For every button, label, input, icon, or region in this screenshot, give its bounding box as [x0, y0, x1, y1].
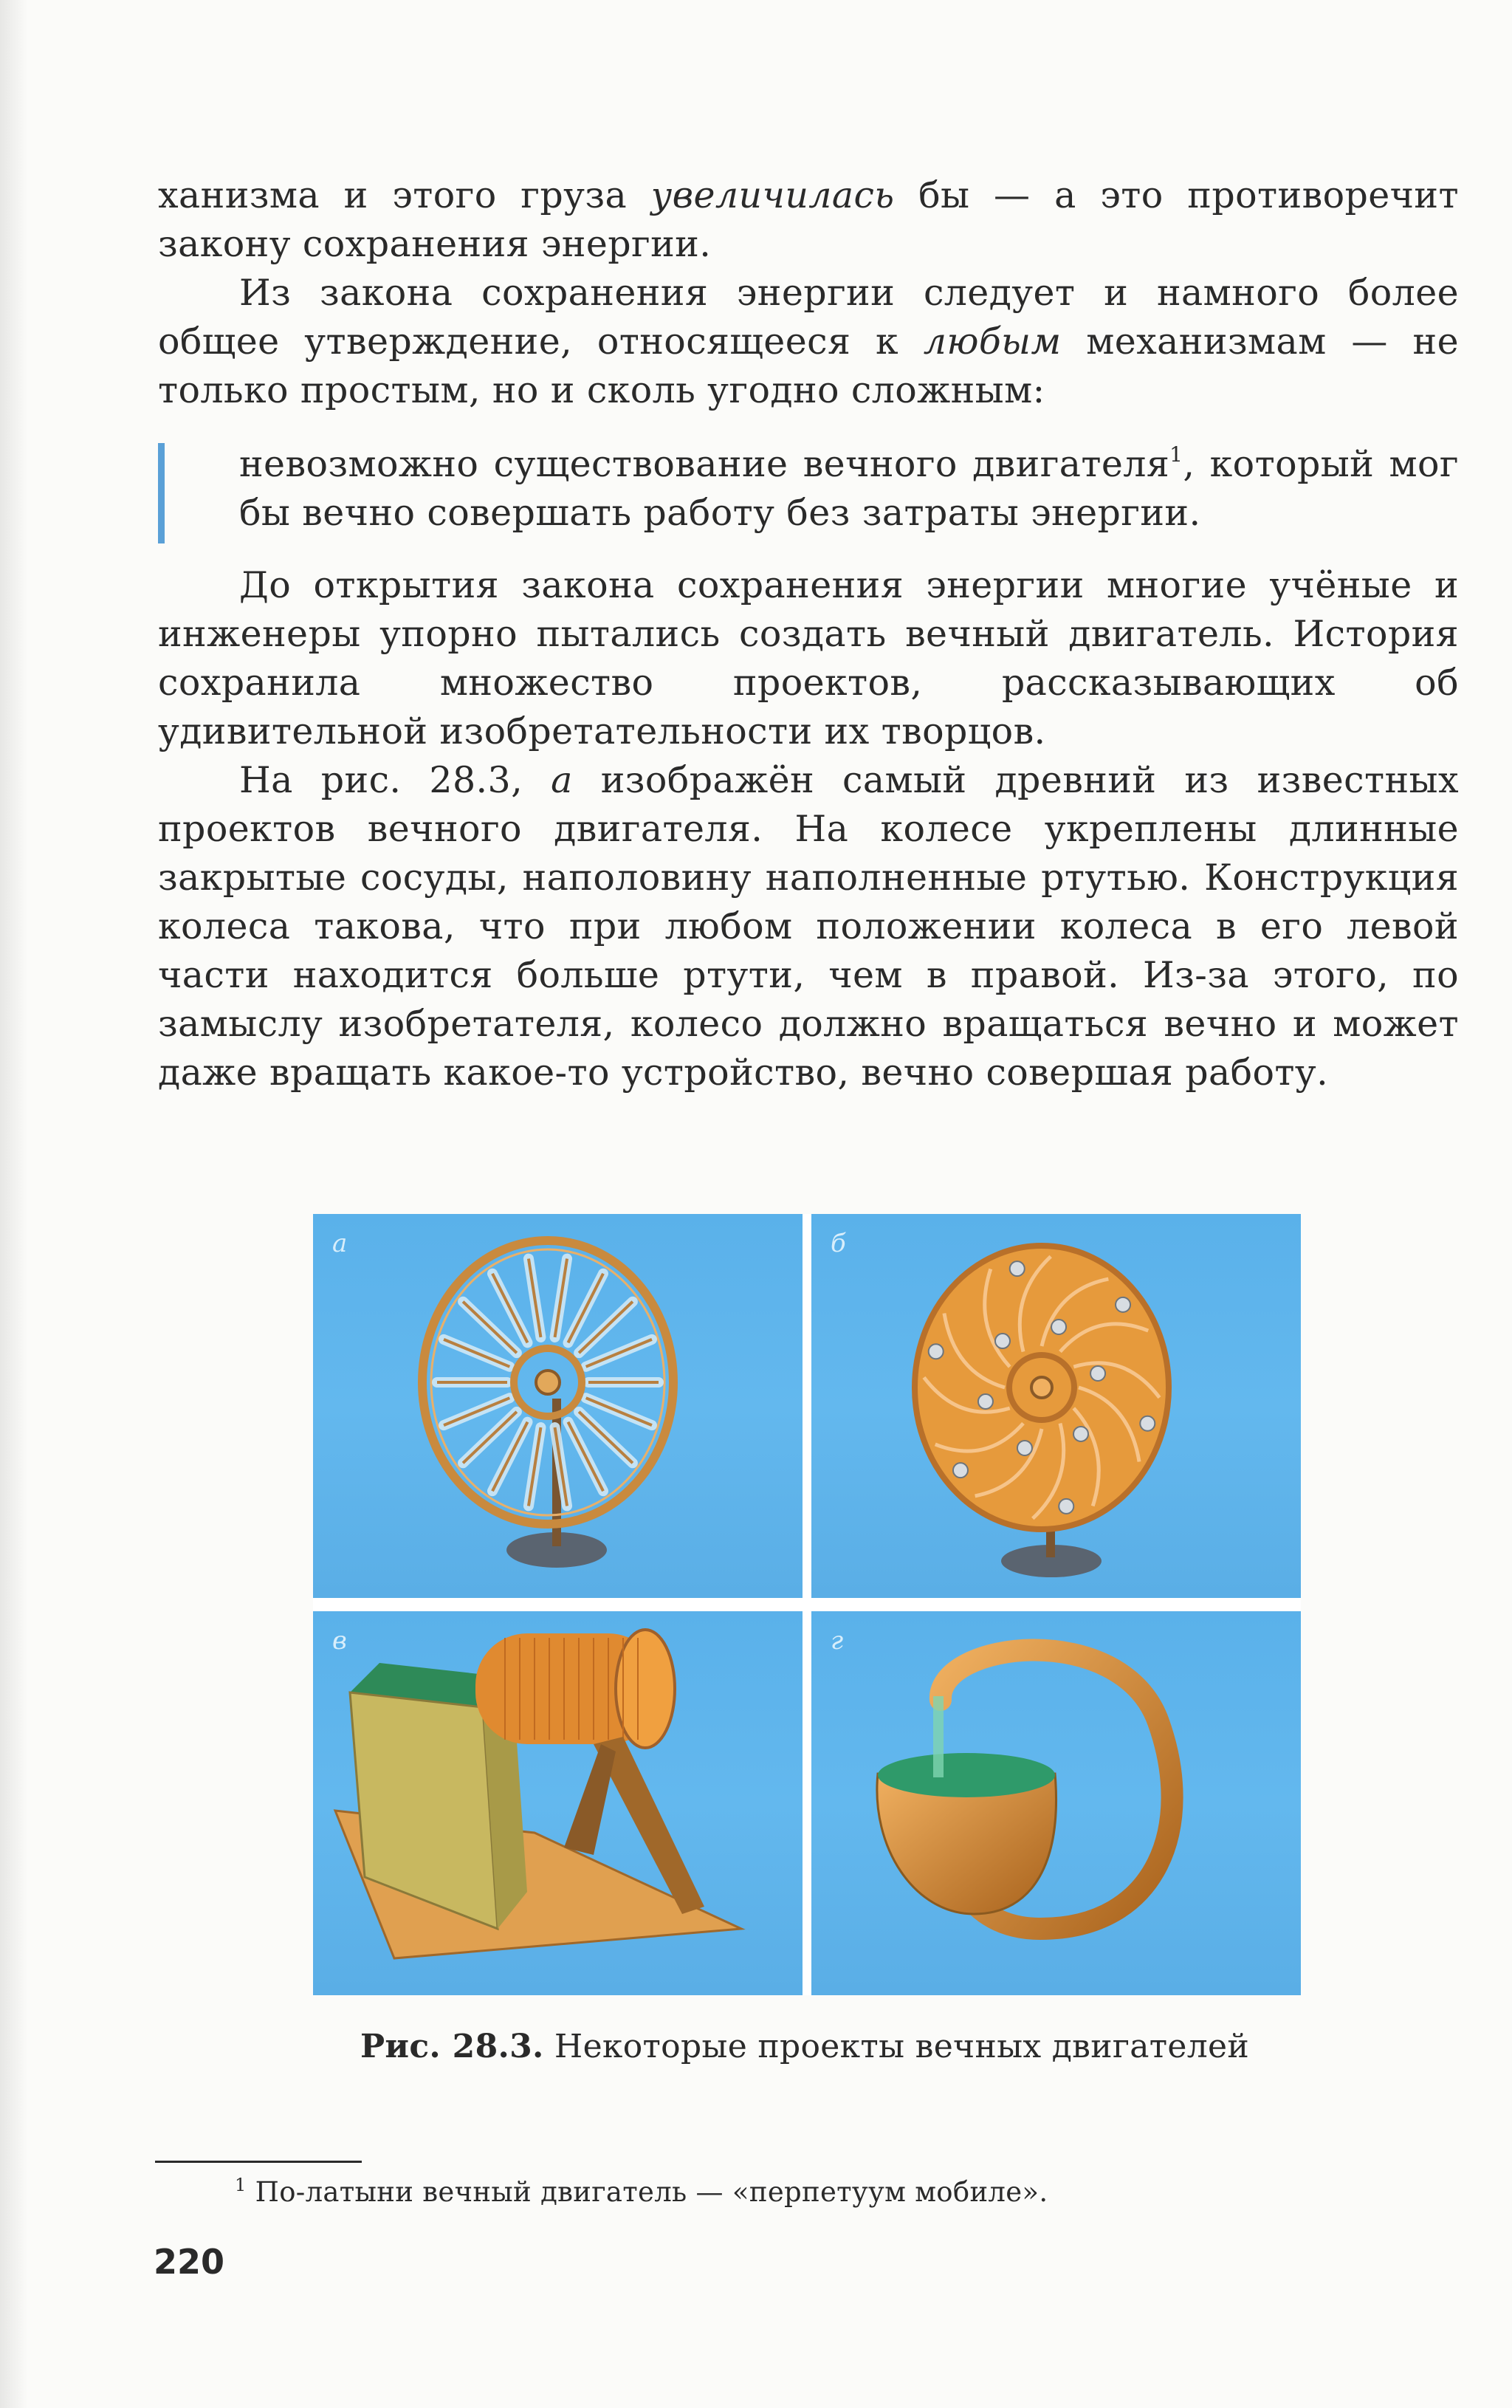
panel-a	[313, 1214, 803, 1598]
panel-label: а	[332, 1229, 348, 1258]
panel-label: в	[332, 1626, 347, 1656]
footnote-divider	[155, 2161, 362, 2163]
rule-accent-bar	[158, 443, 165, 543]
page-edge-shadow	[0, 0, 28, 2408]
rule-text: невозможно существование вечного двигателя$^1$, который мог бы вечно совершать работу без затраты энергии.	[239, 442, 1459, 534]
figure-caption	[360, 2025, 1320, 2069]
emphasis: а	[551, 759, 573, 801]
page-number: 220	[154, 2242, 225, 2282]
footnote-mark: 1	[1169, 442, 1183, 467]
figure-28-3	[313, 1214, 1301, 1995]
panel-b	[811, 1214, 1301, 1598]
caption-text: Некоторые проекты вечных двигателей	[543, 2028, 1249, 2065]
footnote: $^1$ По-латыни вечный двигатель — «перпетуум мобиле».	[235, 2175, 1048, 2208]
paragraph-2: Из закона сохранения энергии следует и намного более общее утверждение, относящееся к любым механизмам — не только простым, но и сколь угодно сложным:	[158, 272, 1459, 411]
emphasis: увеличилась	[650, 174, 895, 216]
rolling-balls-wheel-icon	[811, 1214, 1301, 1598]
panel-c	[313, 1611, 803, 1995]
paragraph-1: ханизма и этого груза увеличилась бы — а это противоречит закону сохранения энергии.	[158, 174, 1459, 265]
mercury-vessel-wheel-icon	[313, 1214, 803, 1598]
emphasis: любым	[923, 320, 1062, 363]
footnote-number: 1	[235, 2175, 247, 2195]
panel-label: г	[831, 1626, 844, 1656]
roller-water-tank-icon	[313, 1611, 803, 1995]
self-filling-flask-icon	[811, 1611, 1301, 1995]
figure-label: Рис. 28.3.	[360, 2028, 544, 2065]
panel-label: б	[831, 1229, 846, 1258]
paragraph-3: До открытия закона сохранения энергии многие учёные и инженеры упорно пытались создать вечный двигатель. История сохранила множество проектов, рассказывающих об удивительной изобретательности их творцов.	[158, 564, 1459, 752]
highlighted-rule	[158, 443, 1459, 543]
panel-d	[811, 1611, 1301, 1995]
paragraph-4: На рис. 28.3, а изображён самый древний из известных проектов вечного двигателя. На колесе укреплены длинные закрытые сосуды, наполовину наполненные ртутью. Конструкция колеса такова, что при любом положении колеса в его левой части находится больше ртути, чем в правой. Из-за этого, по замыслу изобретателя, колесо должно вращаться вечно и может даже вращать какое-то устройство, вечно совершая работу.	[158, 759, 1459, 1094]
